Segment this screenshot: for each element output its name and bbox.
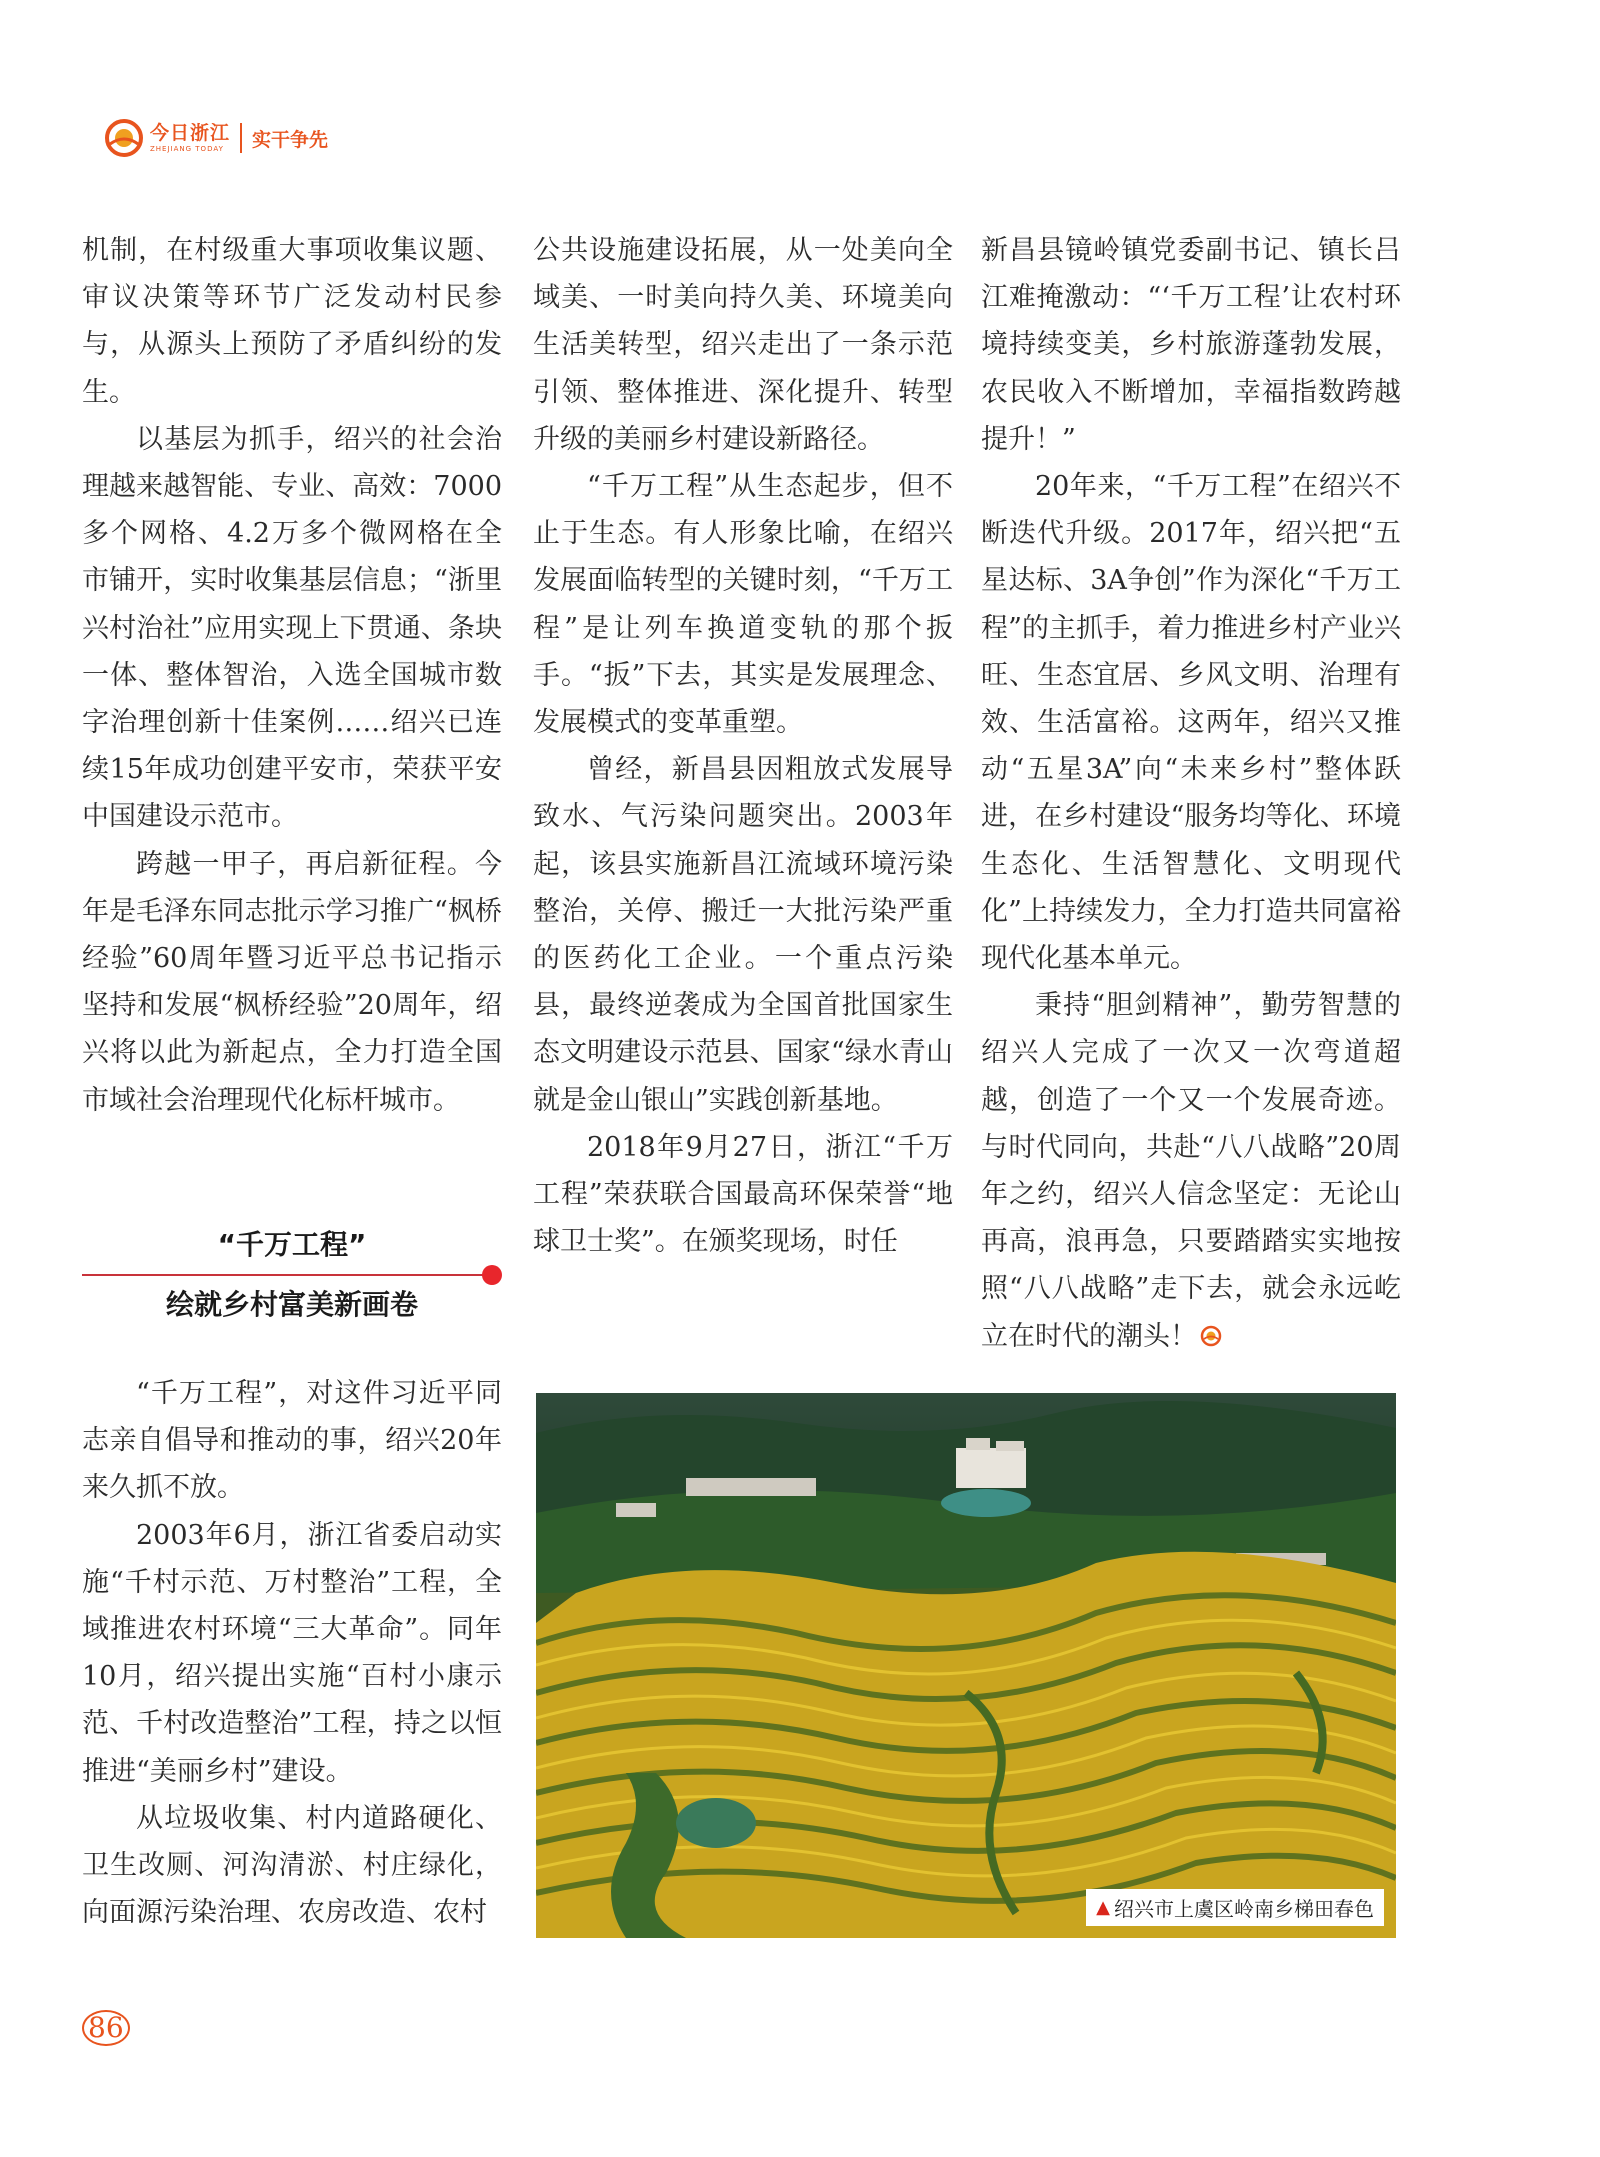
photo-illustration xyxy=(536,1393,1396,1938)
paragraph: 从垃圾收集、村内道路硬化、卫生改厕、河沟清淤、村庄绿化，向面源污染治理、农房改造、农村 xyxy=(82,1802,502,1929)
paragraph: “千万工程”，对这件习近平同志亲自倡导和推动的事，绍兴20年来久抓不放。 xyxy=(82,1378,502,1504)
paragraph: 跨越一甲子，再启新征程。今年是毛泽东同志批示学习推广“枫桥经验”60周年暨习近平总书记指示坚持和发展“枫桥经验”20周年，绍兴将以此为新起点，全力打造全国市域社会治理现代化标杆城市。 xyxy=(82,848,502,1116)
page-number xyxy=(82,2010,130,2046)
paragraph: 2003年6月，浙江省委启动实施“千村示范、万村整治”工程，全域推进农村环境“三大革命”。同年10月，绍兴提出实施“百村小康示范、千村改造整治”工程，持之以恒推进“美丽乡村”建设。 xyxy=(82,1519,502,1787)
paragraph: 20年来，“千万工程”在绍兴不断迭代升级。2017年，绍兴把“五星达标、3A争创”作为深化“千万工程”的主抓手，着力推进乡村产业兴旺、生态宜居、乡风文明、治理有效、生活富裕。这两年，绍兴又推动“五星3A”向“未来乡村”整体跃进，在乡村建设“服务均等化、环境生态化、生活智慧化、文明现代化”上持续发力，全力打造共同富裕现代化基本单元。 xyxy=(981,471,1401,975)
page-number-text: 86 xyxy=(82,2010,130,2046)
paragraph: 新昌县镜岭镇党委副书记、镇长吕江难掩激动：“‘千万工程’让农村环境持续变美，乡村旅游蓬勃发展，农民收入不断增加，幸福指数跨越提升！” xyxy=(981,235,1401,455)
paragraph: “千万工程”从生态起步，但不止于生态。有人形象比喻，在绍兴发展面临转型的关键时刻，“千万工程”是让列车换道变轨的那个扳手。“扳”下去，其实是发展理念、发展模式的变革重塑。 xyxy=(533,471,953,739)
heading-line-1: “千万工程” xyxy=(217,1228,367,1261)
photo-caption xyxy=(1086,1889,1384,1926)
logo-text: 今日浙江 xyxy=(150,121,231,144)
paragraph-last xyxy=(981,982,1401,1360)
triangle-icon: ▲ xyxy=(1096,1897,1110,1918)
header-divider xyxy=(240,123,242,153)
column-1-top xyxy=(82,227,502,1124)
paragraph-text: 秉持“胆剑精神”，勤劳智慧的绍兴人完成了一次又一次弯道超越，创造了一个又一个发展奇迹。与时代同向，共赴“八八战略”20周年之约，绍兴人信念坚定：无论山再高，浪再急，只要踏踏实实地按照“八八战略”走下去，就会永远屹立在时代的潮头！ xyxy=(981,990,1401,1352)
red-dot-icon xyxy=(482,1265,502,1285)
logo-subtext: ZHEJIANG TODAY xyxy=(150,144,224,153)
paragraph: 以基层为抓手，绍兴的社会治理越来越智能、专业、高效：7000多个网格、4.2万多个微网格在全市铺开，实时收集基层信息；“浙里兴村治社”应用实现上下贯通、条块一体、整体智治，入选全国城市数字治理创新十佳案例……绍兴已连续15年成功创建平安市，荣获平安中国建设示范市。 xyxy=(82,423,502,833)
terrace-photo xyxy=(536,1393,1396,1938)
heading-rule xyxy=(82,1274,494,1276)
sun-logo-icon xyxy=(104,118,144,158)
paragraph: 2018年9月27日，浙江“千万工程”荣获联合国最高环保荣誉“地球卫士奖”。在颁奖现场，时任 xyxy=(533,1131,953,1258)
magazine-logo xyxy=(104,118,230,158)
paragraph: 公共设施建设拓展，从一处美向全域美、一时美向持久美、环境美向生活美转型，绍兴走出了一条示范引领、整体推进、深化提升、转型升级的美丽乡村建设新路径。 xyxy=(533,235,953,455)
end-mark-icon xyxy=(1200,1325,1222,1347)
section-heading xyxy=(82,1225,502,1325)
page-header xyxy=(104,118,328,158)
caption-text: 绍兴市上虞区岭南乡梯田春色 xyxy=(1114,1897,1374,1921)
paragraph: 曾经，新昌县因粗放式发展导致水、气污染问题突出。2003年起，该县实施新昌江流域环境污染整治，关停、搬迁一大批污染严重的医药化工企业。一个重点污染县，最终逆袭成为全国首批国家生态文明建设示范县、国家“绿水青山就是金山银山”实践创新基地。 xyxy=(533,754,953,1116)
section-name: 实干争先 xyxy=(252,128,329,151)
column-2 xyxy=(533,227,953,1265)
column-3 xyxy=(981,227,1401,1360)
heading-line-2: 绘就乡村富美新画卷 xyxy=(165,1288,418,1321)
paragraph: 机制，在村级重大事项收集议题、审议决策等环节广泛发动村民参与，从源头上预防了矛盾纠纷的发生。 xyxy=(82,235,502,408)
column-1-bottom xyxy=(82,1370,502,1936)
